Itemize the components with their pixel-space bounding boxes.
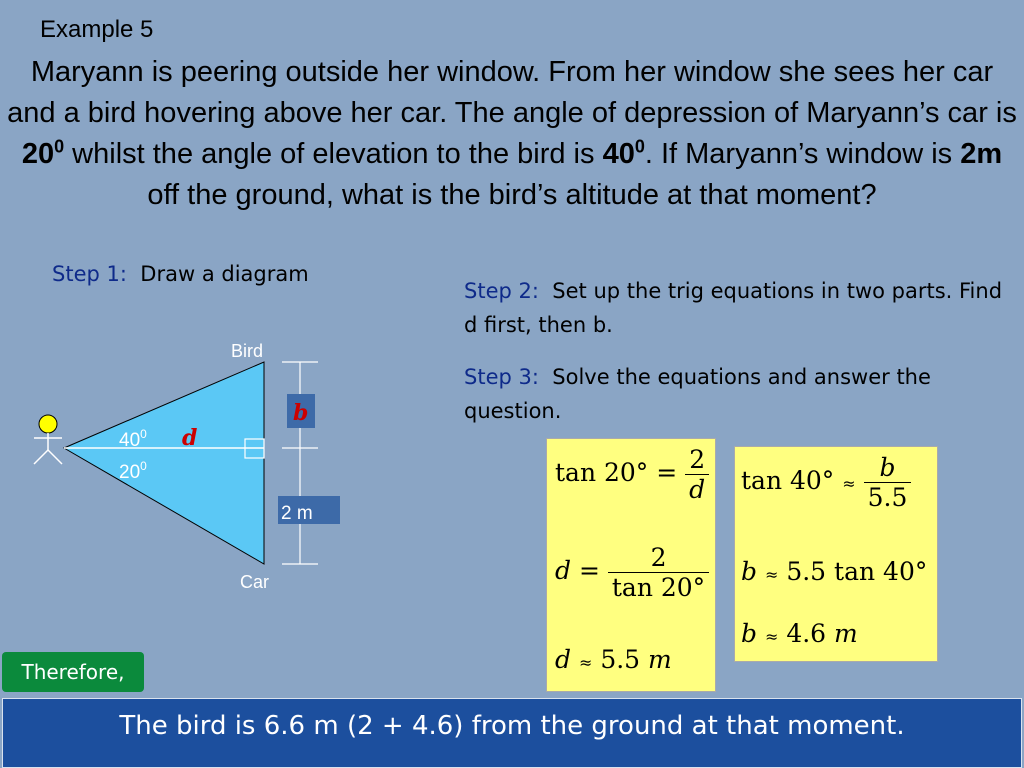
answer-bar xyxy=(2,698,1022,768)
example-label: Example 5 xyxy=(40,16,154,43)
step-2-text: Set up the trig equations in two parts. Find d first, then b. xyxy=(464,279,1003,337)
equation-box-b xyxy=(734,446,938,662)
triangle-diagram xyxy=(0,330,400,600)
step-3-text: Solve the equations and answer the question. xyxy=(464,365,931,423)
step-3-label: Step 3: xyxy=(464,365,539,389)
car-label: Car xyxy=(240,572,270,592)
problem-text-4: off the ground, what is the bird’s altitude at that moment? xyxy=(147,179,877,211)
step-2-label: Step 2: xyxy=(464,279,539,303)
angle-top-label: $40^0$ xyxy=(119,427,147,451)
angle-elevation-value: $40^0$ xyxy=(602,136,645,170)
step-1-text: Draw a diagram xyxy=(140,262,309,286)
angle-bottom-label: $20^0$ xyxy=(119,459,147,483)
equation-box-d xyxy=(546,438,716,692)
problem-text-3: . If Maryann’s window is xyxy=(644,138,961,170)
answer-text: The bird is 6.6 m (2 + 4.6) from the ground at that moment. xyxy=(119,711,905,741)
equation-d-line-1: tan 20° = $\frac{2}{d}$ xyxy=(555,445,709,504)
problem-text-1: Maryann is peering outside her window. From her window she sees her car and a bird hovering above her car. The angle of depression of Maryann’s car is xyxy=(7,56,1017,129)
equation-b-line-3: b ≈ 4.6 m xyxy=(741,619,858,648)
angle-depression-value: $20^0$ xyxy=(21,136,65,170)
bird-label: Bird xyxy=(231,341,264,361)
d-label: d xyxy=(182,425,198,451)
step-2 xyxy=(464,274,1004,342)
step-3 xyxy=(464,360,1004,428)
step-1-label: Step 1: xyxy=(52,262,127,286)
problem-statement xyxy=(6,52,1018,216)
person-icon xyxy=(34,415,62,464)
triangle-shape xyxy=(64,362,264,564)
height-label: 2 m xyxy=(281,503,313,524)
b-label: b xyxy=(293,400,309,426)
therefore-label: Therefore, xyxy=(2,652,144,692)
problem-text-2: whilst the angle of elevation to the bird is xyxy=(64,138,603,170)
equation-b-line-1: tan 40° ≈ $\frac{b}{5.5}$ xyxy=(741,453,911,512)
window-height-value: 2m xyxy=(960,138,1003,170)
equation-b-line-2: b ≈ 5.5 tan 40° xyxy=(741,557,928,586)
equation-d-line-3: d ≈ 5.5 m xyxy=(555,645,672,674)
equation-d-line-2: d = $\frac{2}{\tan 20^\circ}$ xyxy=(555,543,709,602)
step-1 xyxy=(52,262,309,286)
